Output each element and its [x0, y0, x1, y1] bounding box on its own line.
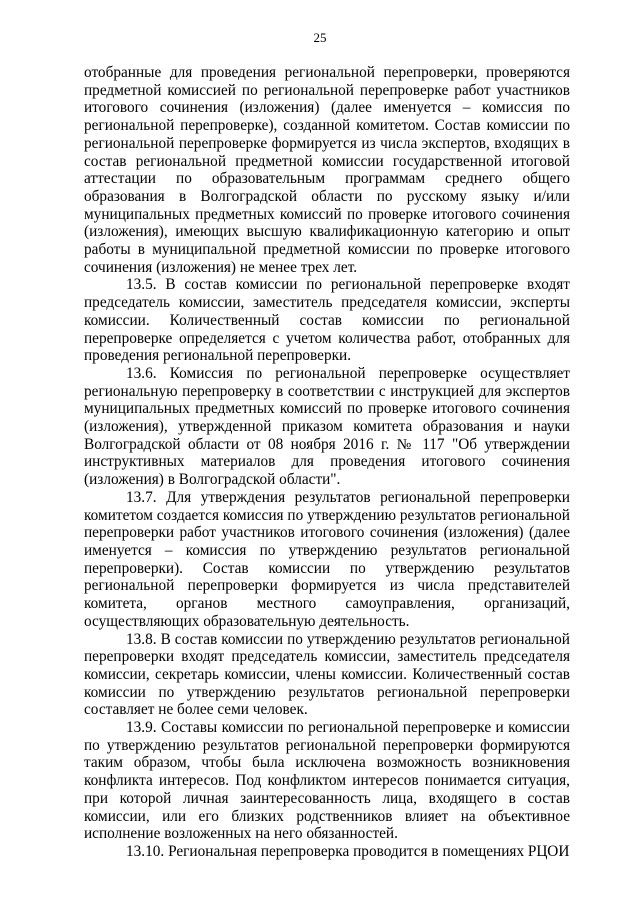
paragraph-13-7: 13.7. Для утверждения результатов региональной перепроверки комитетом создается комиссия по утверждению результатов региональной перепроверки работ участников итогового сочинения (изложения) (далее именуется – комиссия по утверждению результатов региональной перепроверки). Состав комиссии по утверждению результатов региональной перепроверки формируется из числа представителей комитета, органов местного самоуправления, организаций, осуществляющих образовательную деятельность. — [84, 488, 570, 630]
paragraph-13-6: 13.6. Комиссия по региональной перепроверке осуществляет региональную перепроверку в соответствии с инструкцией для экспертов муниципальных предметных комиссий по проверке итогового сочинения (изложения), утвержденной приказом комитета образования и науки Волгоградской области от 08 ноября 2016 г. № 117 "Об утверждении инструктивных материалов для проведения итогового сочинения (изложения) в Волгоградской области". — [84, 364, 570, 489]
document-body — [84, 64, 570, 861]
paragraph-continuation: отобранные для проведения региональной перепроверки, проверяются предметной комиссией по региональной перепроверке работ участников итогового сочинения (изложения) (далее именуется – комиссия по региональной перепроверке), созданной комитетом. Состав комиссии по региональной перепроверке формируется из числа экспертов, входящих в состав региональной предметной комиссии государственной итоговой аттестации по образовательным программам среднего общего образования в Волгоградской области по русскому языку и/или муниципальных предметных комиссий по проверке итогового сочинения (изложения), имеющих высшую квалификационную категорию и опыт работы в муниципальной предметной комиссии по проверке итогового сочинения (изложения) не менее трех лет. — [84, 64, 570, 276]
paragraph-13-10: 13.10. Региональная перепроверка проводится в помещениях РЦОИ — [126, 842, 570, 860]
paragraph-13-5: 13.5. В состав комиссии по региональной перепроверке входят председатель комиссии, заместитель председателя комиссии, эксперты комиссии. Количественный состав комиссии по региональной перепроверке определяется с учетом количества работ, отобранных для проведения региональной перепроверки. — [84, 276, 570, 365]
paragraph-13-9: 13.9. Составы комиссии по региональной перепроверке и комиссии по утверждению результатов региональной перепроверки формируются таким образом, чтобы была исключена возможность возникновения конфликта интересов. Под конфликтом интересов понимается ситуация, при которой личная заинтересованность лица, входящего в состав комиссии, или его близких родственников влияет на объективное исполнение возложенных на него обязанностей. — [84, 719, 570, 843]
paragraph-13-8: 13.8. В состав комиссии по утверждению результатов региональной перепроверки входят председатель комиссии, заместитель председателя комиссии, секретарь комиссии, члены комиссии. Количественный состав комиссии по утверждению результатов региональной перепроверки составляет не более семи человек. — [84, 630, 570, 719]
page-number: 25 — [313, 30, 327, 45]
